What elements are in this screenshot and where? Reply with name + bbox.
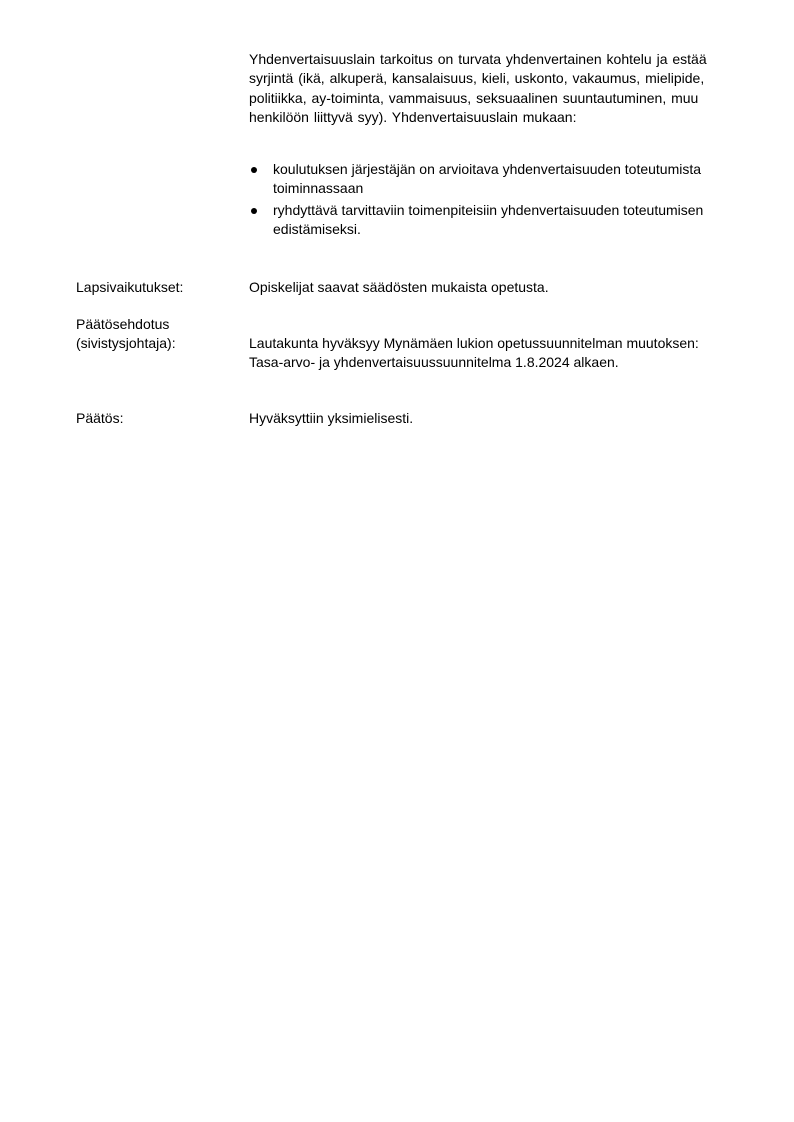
- paatosehdotus-label: [76, 315, 246, 354]
- paatos-text: Hyväksyttiin yksimielisesti.: [249, 410, 414, 426]
- bullet-text: koulutuksen järjestäjän on arvioitava yhdenvertaisuuden toteutumista toiminnassaan: [273, 161, 702, 197]
- paatosehdotus-label-line1: Päätösehdotus: [76, 316, 170, 332]
- bullet-text: ryhdyttävä tarvittaviin toimenpiteisiin yhdenvertaisuuden toteutumisen edistämiseksi.: [273, 201, 704, 238]
- bullet-icon: [251, 167, 257, 173]
- paatosehdotus-label-line2: (sivistysjohtaja):: [76, 335, 176, 352]
- bullet-icon: [251, 208, 257, 214]
- paatosehdotus-text: Lautakunta hyväksyy Mynämäen lukion opetussuunnitelman muutoksen: Tasa-arvo- ja yhdenvertaisuussuunnitelma 1.8.2024 alkaen.: [249, 335, 699, 371]
- list-item: [249, 160, 719, 199]
- paatos-label: Päätös:: [76, 410, 124, 426]
- list-item: [249, 201, 719, 240]
- intro-paragraph: Yhdenvertaisuuslain tarkoitus on turvata yhdenvertainen kohtelu ja estää syrjintä (ikä, alkuperä, kansalaisuus, kieli, uskonto, vakaumus, mielipide, politiikka, ay-toiminta, vammaisuus, seksuaalinen suuntautuminen, muu henkilöön liittyvä syy). Yhdenvertaisuuslain mukaan:: [249, 51, 707, 126]
- lapsivaikutukset-label: Lapsivaikutukset:: [76, 279, 184, 295]
- lapsivaikutukset-text: Opiskelijat saavat säädösten mukaista opetusta.: [249, 279, 549, 295]
- bullet-list: [249, 160, 719, 242]
